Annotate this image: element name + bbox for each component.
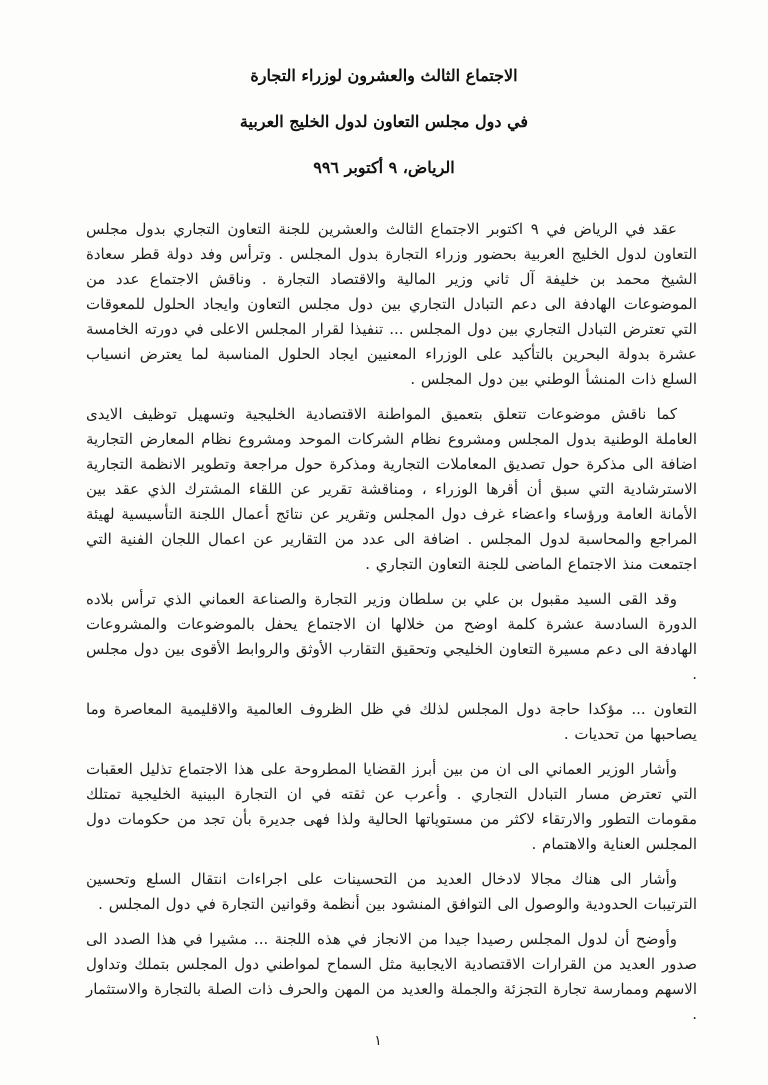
title-line-organization: في دول مجلس التعاون لدول الخليج العربية [239,112,529,131]
paragraph-omani-minister-speech: وقد القى السيد مقبول بن علي بن سلطان وزير التجارة والصناعة العماني الذي ترأس بلاده الدورة السادسة عشرة كلمة اوضح من خلالها ان الاجتماع يحفل بالموضوعات والمشروعات الهادفة الى دعم مسيرة التعاون الخليجي وتحقيق التقارب الأوثق والروابط الأقوى بين دول مجلس . [86,590,697,683]
paragraph-council-achievements: وأوضح أن لدول المجلس رصيدا جيدا من الانجاز في هذه اللجنة ... مشيرا في هذا الصدد الى صدور العديد من القرارات الاقتصادية الايجابية مثل السماح لمواطني دول المجلس بتملك وتداول الاسهم وممارسة تجارة التجزئة والجملة والعديد من المهن والحرف ذات الصلة بالتجارة والاستثمار . [86,930,697,1023]
title-line-meeting: الاجتماع الثالث والعشرون لوزراء التجارة [250,66,518,85]
paragraph-border-improvements: وأشار الى هناك مجالا لادخال العديد من التحسينات على اجراءات انتقال السلع وتحسين الترتيبات الحدودية والوصول الى التوافق المنشود بين أنظمة وقوانين التجارة في دول المجلس . [86,870,697,913]
document-body [0,177,768,1027]
document-title-block [0,0,768,177]
paragraph-opening-session: عقد في الرياض في ٩ اكتوبر الاجتماع الثالث والعشرين للجنة التعاون التجاري بدول مجلس التعاون لدول الخليج العربية بحضور وزراء التجارة بدول المجلس . وترأس وفد دولة قطر سعادة الشيخ محمد بن خليفة آل ثاني وزير المالية والاقتصاد التجارة . وناقش الاجتماع عدد من الموضوعات الهادفة الى دعم التبادل التجاري بين دول مجلس التعاون وايجاد الحلول للمعوقات التي تعترض التبادل التجاري بين دول المجلس ... تنفيذا لقرار المجلس الاعلى في دورته الخامسة عشرة بدولة البحرين بالتأكيد على الوزراء المعنيين ايجاد الحلول المناسبة لما يعترض انسياب السلع ذات المنشأ الوطني بين دول المجلس . [86,220,697,388]
title-line-date-location: الرياض، ٩ أكتوبر ٩٩٦ [313,158,455,177]
paragraph-discussed-topics: كما ناقش موضوعات تتعلق بتعميق المواطنة الاقتصادية الخليجية وتسهيل توظيف الايدى العاملة الوطنية بدول المجلس ومشروع نظام الشركات الموحد ومشروع نظام المعارض التجارية اضافة الى مذكرة حول تصديق المعاملات التجارية ومذكرة حول مراجعة وتطوير الانظمة التجارية الاسترشادية التي سبق أن أقرها الوزراء ، ومناقشة تقرير عن اللقاء المشترك الذي عقد بين الأمانة العامة ورؤساء واعضاء غرف دول المجلس وتقرير عن نتائج أعمال اللجنة التأسيسية لهيئة المراجع والمحاسبة لدول المجلس . اضافة الى عدد من التقارير عن اعمال اللجان الفنية التي اجتمعت منذ الاجتماع الماضى للجنة التعاون التجاري . [86,405,697,573]
paragraph-cooperation-continuation: التعاون ... مؤكدا حاجة دول المجلس لذلك في ظل الظروف العالمية والاقليمية المعاصرة وما يصاحبها من تحديات . [86,700,697,743]
page-number: ١ [374,1033,382,1049]
paragraph-minister-remarks-obstacles: وأشار الوزير العماني الى ان من بين أبرز القضايا المطروحة على هذا الاجتماع تذليل العقبات التي تعترض مسار التبادل التجاري . وأعرب عن ثقته في ان التجارة البينية الخليجية تمتلك مقومات التطور والارتقاء لاكثر من مستوياتها الحالية ولذا فهى جديرة بأن تجد من حكومات دول المجلس العناية والاهتمام . [86,760,697,853]
